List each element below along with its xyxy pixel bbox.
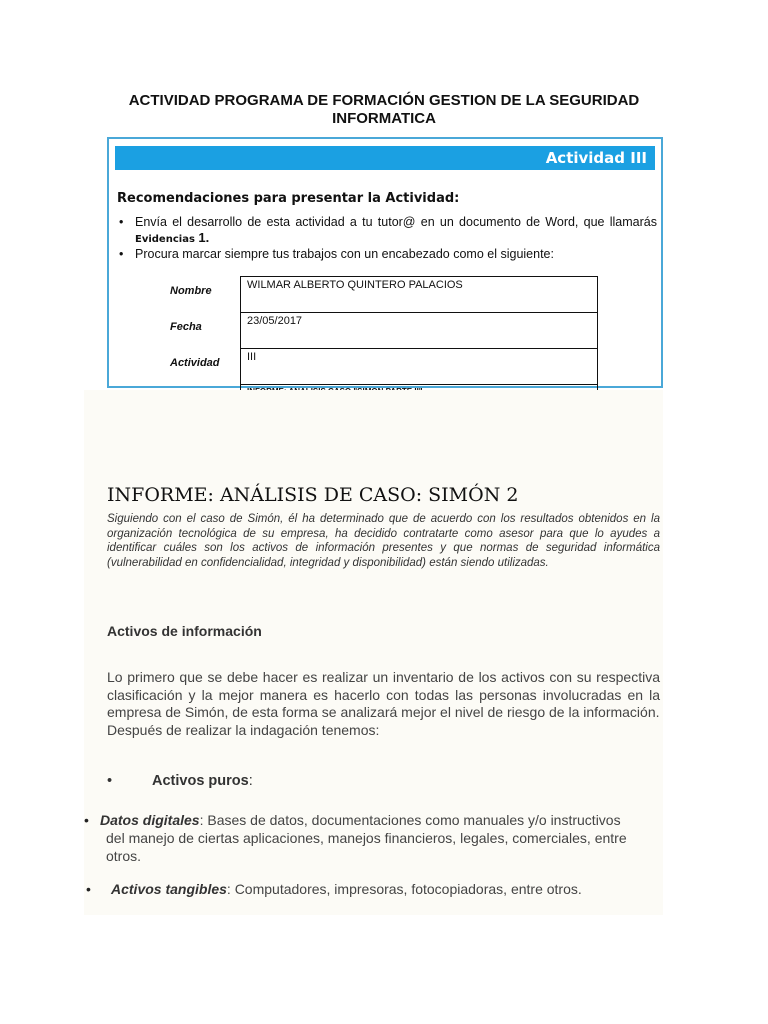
activos-puros-colon: : — [248, 773, 253, 789]
table-row — [164, 349, 598, 385]
table-row — [164, 313, 598, 349]
datos-digitales-label: Datos digitales — [100, 812, 200, 828]
report-paragraph — [107, 669, 660, 739]
activity-box — [107, 137, 663, 388]
datos-digitales-text: : Bases de datos, documentaciones como manuales y/o instructivos — [199, 812, 621, 828]
value-actividad: III — [241, 349, 598, 385]
bullet1-evidencias: Evidencias — [135, 234, 195, 245]
bullet1-text: Envía el desarrollo de esta actividad a tu tutor@ en un documento de Word, que llamarás — [135, 215, 657, 229]
activos-puros-label: Activos puros — [152, 773, 249, 789]
bullet-icon: • — [107, 773, 113, 789]
document-title: ACTIVIDAD PROGRAMA DE FORMACIÓN GESTION DE LA SEGURIDAD INFORMATICA — [128, 92, 640, 127]
recommendations-list — [117, 215, 657, 262]
list-item-datos-digitales — [84, 811, 660, 865]
label-nombre: Nombre — [170, 284, 212, 297]
datos-digitales-continuation: del manejo de ciertas aplicaciones, manejos financieros, legales, comerciales, entre otros. — [106, 830, 627, 864]
table-row — [164, 277, 598, 313]
activity-banner: Actividad III — [115, 146, 655, 170]
paragraph-text: Lo primero que se debe hacer es realizar un inventario de los activos con su respectiva clasificación y la mejor manera es hacerlo con todas las personas involucradas en la empresa de Simón, de esta forma se analizará mejor el nivel de riesgo de la información. — [107, 669, 660, 720]
recommendations-heading: Recomendaciones para presentar la Actividad: — [117, 191, 460, 206]
report-title: INFORME: ANÁLISIS DE CASO: SIMÓN 2 — [107, 484, 519, 506]
list-item-activos-tangibles — [86, 880, 660, 898]
bullet-icon: • — [84, 812, 89, 828]
value-fecha: 23/05/2017 — [241, 313, 598, 349]
report-intro: Siguiendo con el caso de Simón, él ha determinado que de acuerdo con los resultados obtenidos en la organización tecnológica de su empresa, ha decidido contratarte como asesor para que lo ayudes a identificar cuáles son los activos de información presentes y que normas de seguridad informática (vulnerabilidad en confidencialidad, integridad y disponibilidad) están siendo utilizadas. — [107, 513, 660, 569]
value-nombre: WILMAR ALBERTO QUINTERO PALACIOS — [241, 277, 598, 313]
activos-tangibles-text: : Computadores, impresoras, fotocopiadoras, entre otros. — [226, 881, 582, 897]
list-item — [117, 215, 657, 247]
label-actividad: Actividad — [170, 356, 220, 369]
activos-tangibles-label: Activos tangibles — [111, 881, 227, 897]
list-item — [117, 247, 657, 262]
section-heading: Activos de información — [107, 623, 262, 639]
label-fecha: Fecha — [170, 320, 202, 333]
paragraph-text-2: Después de realizar la indagación tenemos: — [107, 721, 380, 738]
bullet-icon: • — [86, 881, 91, 897]
bullet2-text: Procura marcar siempre tus trabajos con un encabezado como el siguiente: — [135, 247, 554, 261]
bullet1-number: 1. — [198, 230, 210, 245]
